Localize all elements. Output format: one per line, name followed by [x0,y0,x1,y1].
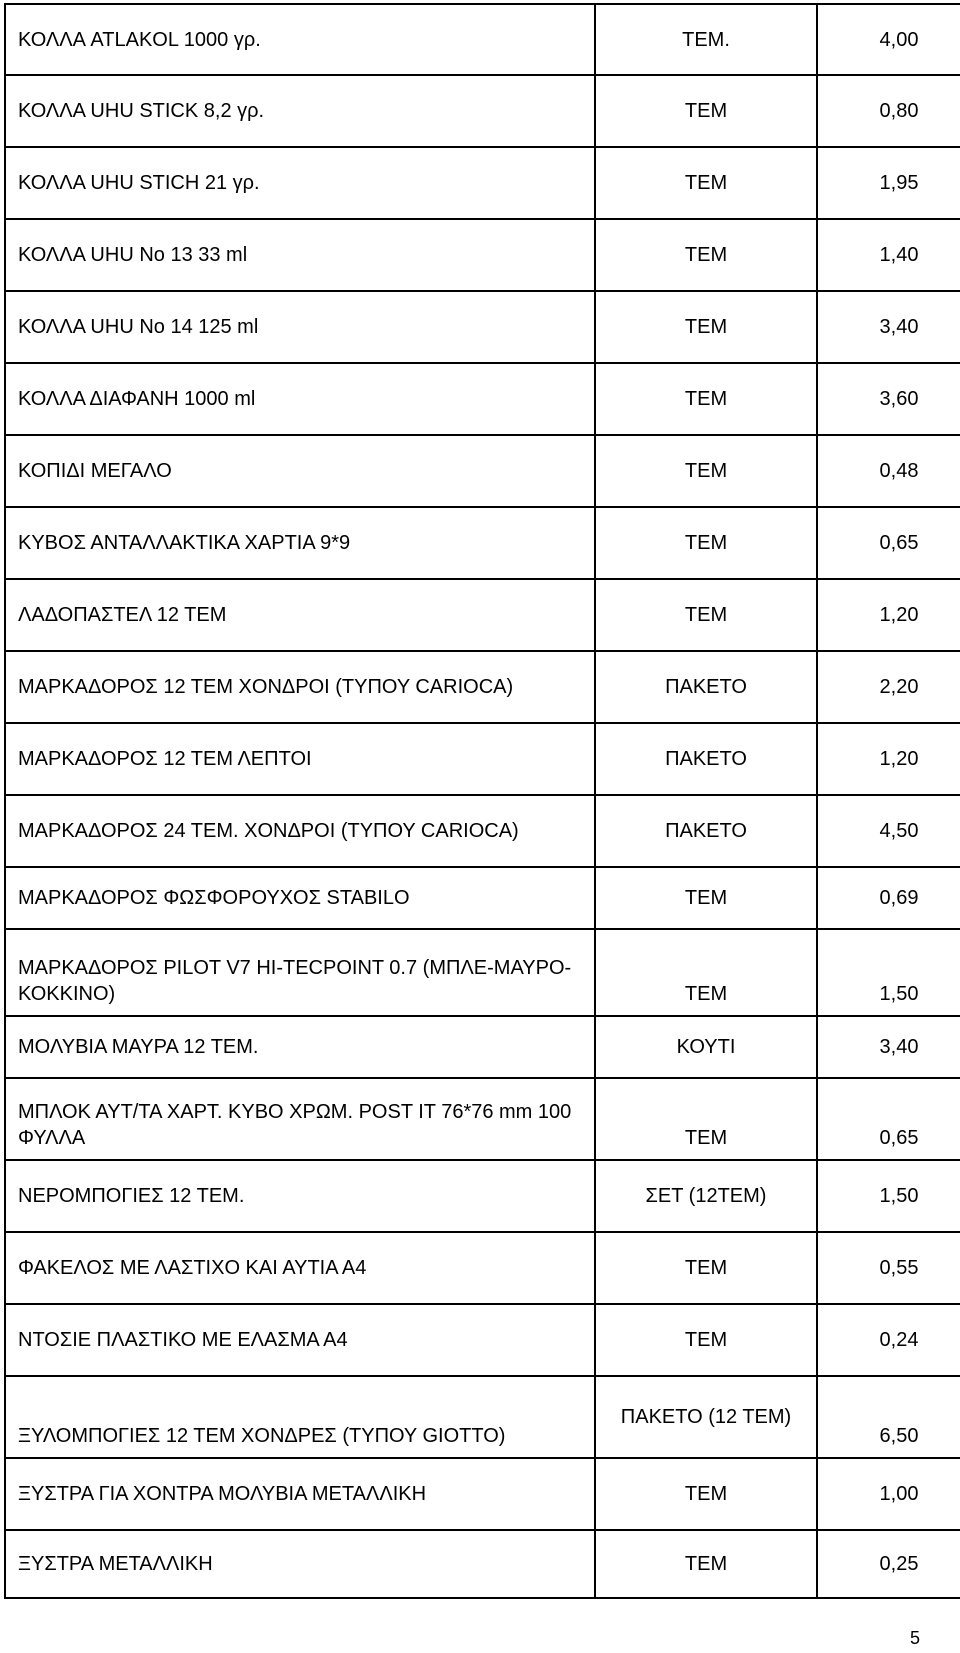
table-row [5,75,960,147]
table-row [5,929,960,1016]
table-row [5,1078,960,1160]
item-description: ΛΑΔΟΠΑΣΤΕΛ 12 ΤΕΜ [5,579,595,651]
item-description: ΜΠΛΟΚ ΑΥΤ/ΤΑ ΧΑΡΤ. ΚΥΒΟ ΧΡΩΜ. POST IT 76*76 mm 100 ΦΥΛΛΑ [5,1078,595,1160]
item-price: 3,40 [817,1016,960,1078]
item-description: ΚΟΛΛΑ ATLAKOL 1000 γρ. [5,4,595,75]
item-price: 3,60 [817,363,960,435]
table-row [5,147,960,219]
item-description: ΦΑΚΕΛΟΣ ΜΕ ΛΑΣΤΙΧΟ ΚΑΙ ΑΥΤΙΑ Α4 [5,1232,595,1304]
page-number: 5 [909,1628,920,1648]
table-row [5,219,960,291]
item-description: ΞΥΣΤΡΑ ΓΙΑ ΧΟΝΤΡΑ ΜΟΛΥΒΙΑ ΜΕΤΑΛΛΙΚΗ [5,1458,595,1530]
item-unit: ΤΕΜ [595,291,817,363]
item-unit: ΣΕΤ (12ΤΕΜ) [595,1160,817,1232]
item-unit: ΠΑΚΕΤΟ [595,723,817,795]
item-price: 2,20 [817,651,960,723]
item-unit: ΤΕΜ [595,929,817,1016]
item-price: 1,40 [817,219,960,291]
item-unit: ΤΕΜ [595,867,817,929]
item-price: 1,20 [817,579,960,651]
item-unit: ΤΕΜ [595,219,817,291]
item-unit: ΠΑΚΕΤΟ [595,651,817,723]
item-price: 0,69 [817,867,960,929]
table-row [5,1232,960,1304]
item-unit: ΚΟΥΤΙ [595,1016,817,1078]
table-row [5,4,960,75]
item-price: 1,50 [817,1160,960,1232]
item-description: ΜΑΡΚΑΔΟΡΟΣ 12 ΤΕΜ ΧΟΝΔΡΟΙ (ΤΥΠΟΥ CARIOCA) [5,651,595,723]
item-price: 4,50 [817,795,960,867]
item-price: 4,00 [817,4,960,75]
item-unit: ΤΕΜ [595,1232,817,1304]
item-description: ΜΑΡΚΑΔΟΡΟΣ 24 ΤΕΜ. ΧΟΝΔΡΟΙ (ΤΥΠΟΥ CARIOCA) [5,795,595,867]
table-row [5,1160,960,1232]
item-unit: ΤΕΜ [595,1530,817,1598]
item-description: ΞΥΛΟΜΠΟΓΙΕΣ 12 ΤΕΜ ΧΟΝΔΡΕΣ (ΤΥΠΟΥ GIOTTO) [5,1376,595,1458]
table-row [5,507,960,579]
item-price: 1,20 [817,723,960,795]
item-description: ΚΟΛΛΑ UHU No 13 33 ml [5,219,595,291]
table-row [5,795,960,867]
item-unit: ΤΕΜ. [595,4,817,75]
table-row [5,1530,960,1598]
table-row [5,1458,960,1530]
item-unit: ΤΕΜ [595,1304,817,1376]
table-row [5,1016,960,1078]
item-unit: ΠΑΚΕΤΟ [595,795,817,867]
item-price: 0,65 [817,507,960,579]
item-description: ΞΥΣΤΡΑ ΜΕΤΑΛΛΙΚΗ [5,1530,595,1598]
table-row [5,435,960,507]
item-unit: ΤΕΜ [595,1458,817,1530]
item-description: ΝΕΡΟΜΠΟΓΙΕΣ 12 ΤΕΜ. [5,1160,595,1232]
item-unit: ΠΑΚΕΤΟ (12 ΤΕΜ) [595,1376,817,1458]
item-price: 0,65 [817,1078,960,1160]
table-row [5,363,960,435]
item-unit: ΤΕΜ [595,1078,817,1160]
item-price: 1,50 [817,929,960,1016]
item-unit: ΤΕΜ [595,363,817,435]
item-description: ΚΟΠΙΔΙ ΜΕΓΑΛΟ [5,435,595,507]
table-row [5,867,960,929]
item-price: 1,00 [817,1458,960,1530]
item-price: 6,50 [817,1376,960,1458]
item-description: ΝΤΟΣΙΕ ΠΛΑΣΤΙΚΟ ΜΕ ΕΛΑΣΜΑ Α4 [5,1304,595,1376]
item-unit: ΤΕΜ [595,507,817,579]
table-row [5,579,960,651]
item-price: 0,25 [817,1530,960,1598]
item-description: ΜΑΡΚΑΔΟΡΟΣ PILOT V7 HI-TECPOINT 0.7 (ΜΠΛΕ-ΜΑΥΡΟ-ΚΟΚΚΙΝΟ) [5,929,595,1016]
item-description: ΜΟΛΥΒΙΑ ΜΑΥΡΑ 12 ΤΕΜ. [5,1016,595,1078]
item-description: ΚΟΛΛΑ UHU No 14 125 ml [5,291,595,363]
item-unit: ΤΕΜ [595,579,817,651]
item-unit: ΤΕΜ [595,75,817,147]
price-table [4,3,960,1599]
item-description: ΚΟΛΛΑ UHU STICK 8,2 γρ. [5,75,595,147]
item-price: 3,40 [817,291,960,363]
item-price: 0,55 [817,1232,960,1304]
item-description: ΚΥΒΟΣ ΑΝΤΑΛΛΑΚΤΙΚΑ ΧΑΡΤΙΑ 9*9 [5,507,595,579]
item-price: 0,80 [817,75,960,147]
item-unit: ΤΕΜ [595,147,817,219]
item-price: 0,48 [817,435,960,507]
table-row [5,723,960,795]
item-description: ΚΟΛΛΑ ΔΙΑΦΑΝΗ 1000 ml [5,363,595,435]
item-price: 0,24 [817,1304,960,1376]
item-description: ΜΑΡΚΑΔΟΡΟΣ 12 ΤΕΜ ΛΕΠΤΟΙ [5,723,595,795]
item-description: ΜΑΡΚΑΔΟΡΟΣ ΦΩΣΦΟΡΟΥΧΟΣ STABILO [5,867,595,929]
item-price: 1,95 [817,147,960,219]
price-list-sheet [4,3,956,1599]
table-row [5,651,960,723]
item-description: ΚΟΛΛΑ UHU STICH 21 γρ. [5,147,595,219]
table-row [5,1376,960,1458]
table-row [5,1304,960,1376]
item-unit: ΤΕΜ [595,435,817,507]
table-row [5,291,960,363]
